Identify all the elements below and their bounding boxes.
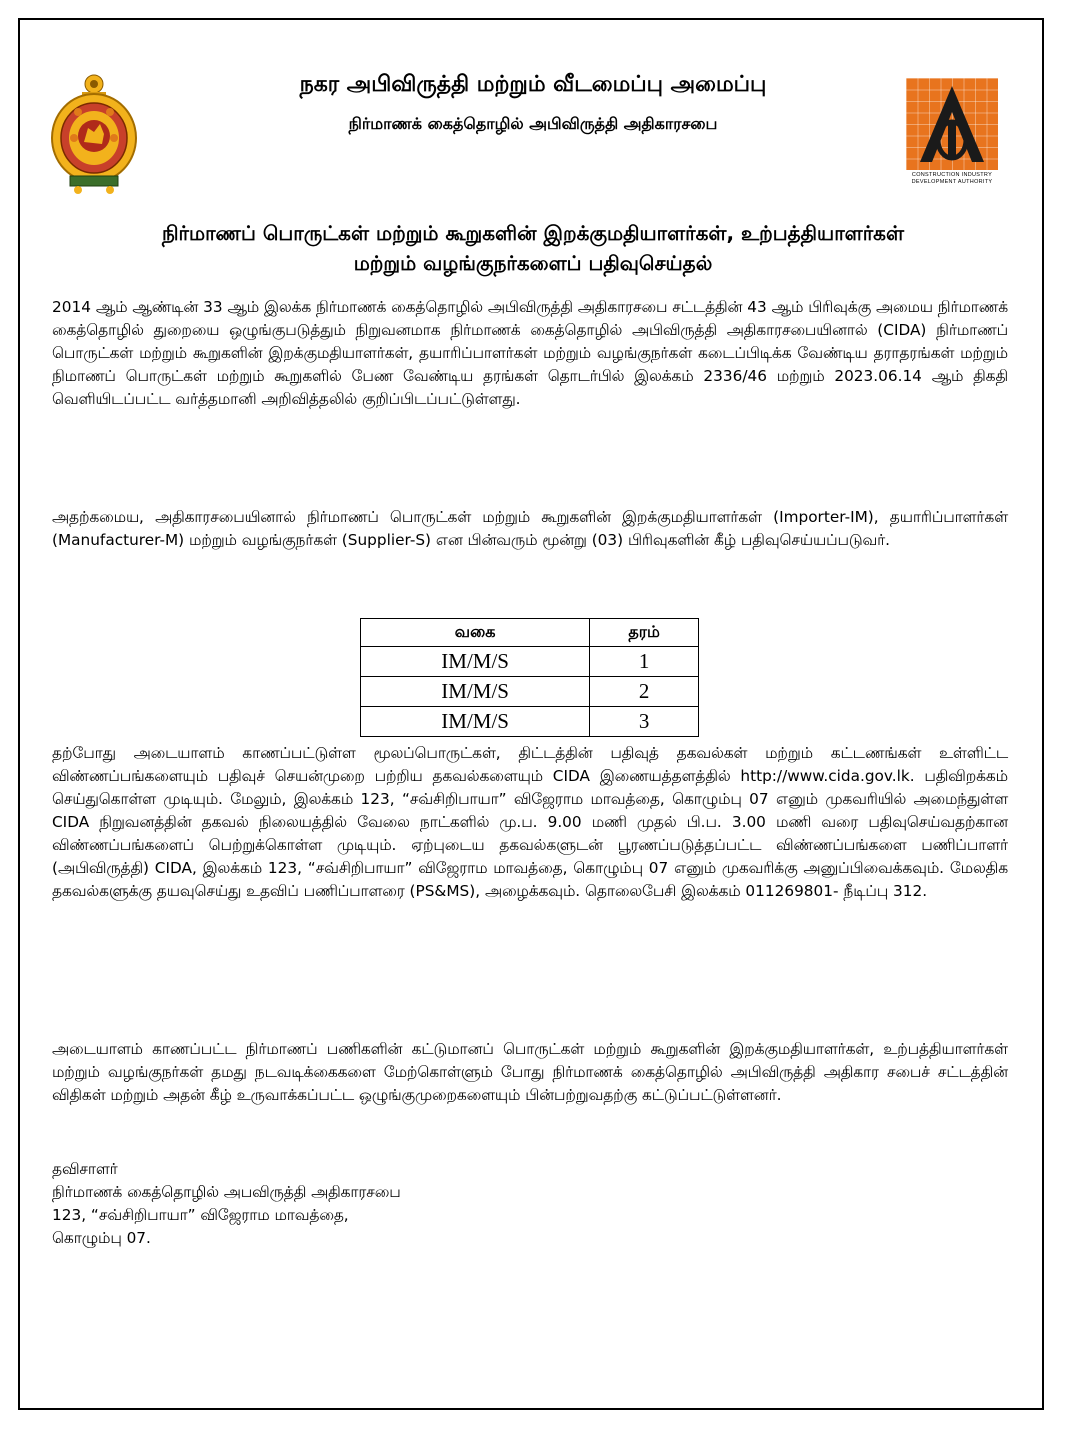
cida-logo-square [906, 78, 998, 170]
notice-title-line-1: நிர்மாணப் பொருட்கள் மற்றும் கூறுகளின் இறக்குமதியாளர்கள், உற்பத்தியாளர்கள் [161, 221, 904, 245]
table-header-grade: தரம் [590, 619, 699, 647]
table-header-category: வகை [361, 619, 590, 647]
notice-title-line-2: மற்றும் வழங்குநர்களைப் பதிவுசெய்தல் [353, 251, 713, 275]
signatory-title: தவிசாளர் [52, 1160, 118, 1178]
sri-lanka-emblem-icon [48, 72, 140, 196]
paragraph-legal-basis: 2014 ஆம் ஆண்டின் 33 ஆம் இலக்க நிர்மாணக் கைத்தொழில் அபிவிருத்தி அதிகாரசபை சட்டத்தின் 43 ஆம் பிரிவுக்கு அமைய நிர்மாணக் கைத்தொழில் துறையை ஒழுங்குபடுத்தும் நிறுவனமாக நிர்மாணக் கைத்தொழில் அபிவிருத்தி அதிகாரசபையினால் (CIDA) நிர்மாணப் பொருட்கள் மற்றும் கூறுகளின் இறக்குமதியாளர்கள், தயாரிப்பாளர்கள் மற்றும் வழங்குநர்கள் கடைப்பிடிக்க வேண்டிய தராதரங்கள் மற்றும் நிமாணப் பொருட்கள் மற்றும் கூறுகளில் பேண வேண்டிய தரங்கள் தொடர்பில் இலக்கம் 2336/46 மற்றும் 2023.06.14 ஆம் திகதி வெளியிடப்பட்ட வர்த்தமானி அறிவித்தலில் குறிப்பிடப்பட்டுள்ளது. [52, 298, 1008, 408]
table-cell-grade: 1 [590, 647, 699, 677]
cida-logo-mark [906, 78, 998, 170]
paragraph-categories: அதற்கமைய, அதிகாரசபையினால் நிர்மாணப் பொருட்கள் மற்றும் கூறுகளின் இறக்குமதியாளர்கள் (Importer-IM), தயாரிப்பாளர்கள் (Manufacturer-M) மற்றும் வழங்குநர்கள் (Supplier-S) என பின்வரும் மூன்று (03) பிரிவுகளின் கீழ் பதிவுசெய்யப்படுவர். [52, 508, 1008, 549]
notice-title [60, 218, 1006, 278]
authority-heading: நிர்மாணக் கைத்தொழில் அபிவிருத்தி அதிகாரசபை [348, 114, 718, 133]
ministry-heading: நகர அபிவிருத்தி மற்றும் வீடமைப்பு அமைப்பு [299, 72, 767, 97]
signatory-address-line-1: 123, “சவ்சிறிபாயா” விஜேராம மாவத்தை, [52, 1206, 349, 1224]
table-cell-grade: 2 [590, 677, 699, 707]
registration-grade-table [360, 618, 699, 737]
cida-logo-caption: CONSTRUCTION INDUSTRY DEVELOPMENT AUTHORITY [911, 172, 993, 185]
table-row [361, 647, 699, 677]
table-cell-category: IM/M/S [361, 647, 590, 677]
signature-block [52, 1158, 401, 1250]
table-cell-category: IM/M/S [361, 677, 590, 707]
signatory-address-line-2: கொழும்பு 07. [52, 1229, 151, 1247]
table-row [361, 707, 699, 737]
table-cell-category: IM/M/S [361, 707, 590, 737]
cida-logo-icon [906, 78, 998, 188]
paragraph-application-info: தற்போது அடையாளம் காணப்பட்டுள்ள மூலப்பொருட்கள், திட்டத்தின் பதிவுத் தகவல்கள் மற்றும் கட்டணங்கள் உள்ளிட்ட விண்ணப்பங்களையும் பதிவுச் செயன்முறை பற்றிய தகவல்களையும் CIDA இணையத்தளத்தில் http://www.cida.gov.lk. பதிவிறக்கம் செய்துகொள்ள முடியும். மேலும், இலக்கம் 123, “சவ்சிறிபாயா” விஜேராம மாவத்தை, கொழும்பு 07 எனும் முகவரியில் அமைந்துள்ள CIDA நிறுவனத்தின் தகவல் நிலையத்தில் வேலை நாட்களில் மு.ப. 9.00 மணி முதல் பி.ப. 3.00 மணி வரை பதிவுசெய்வதற்கான விண்ணப்பங்களைப் பெற்றுக்கொள்ள முடியும். ஏற்புடைய தகவல்களுடன் பூரணப்படுத்தப்பட்ட விண்ணப்பங்களை பணிப்பாளர் (அபிவிருத்தி) CIDA, இலக்கம் 123, “சவ்சிறிபாயா” விஜேராம மாவத்தை, கொழும்பு 07 எனும் முகவரிக்கு அனுப்பிவைக்கவும். மேலதிக தகவல்களுக்கு தயவுசெய்து உதவிப் பணிப்பாளரை (PS&MS), அழைக்கவும். தொலைபேசி இலக்கம் 011269801- நீடிப்பு 312. [52, 744, 1008, 900]
table-row [361, 677, 699, 707]
table-cell-grade: 3 [590, 707, 699, 737]
signatory-organisation: நிர்மாணக் கைத்தொழில் அபவிருத்தி அதிகாரசபை [52, 1183, 401, 1201]
table-header-row [361, 619, 699, 647]
paragraph-obligations: அடையாளம் காணப்பட்ட நிர்மாணப் பணிகளின் கட்டுமானப் பொருட்கள் மற்றும் கூறுகளின் இறக்குமதியாளர்கள், உற்பத்தியாளர்கள் மற்றும் வழங்குநர்கள் தமது நடவடிக்கைகளை மேற்கொள்ளும் போது நிர்மாணக் கைத்தொழில் அபிவிருத்தி அதிகார சபைச் சட்டத்தின் விதிகள் மற்றும் அதன் கீழ் உருவாக்கப்பட்ட ஒழுங்குமுறைகளையும் பின்பற்றுவதற்கு கட்டுப்பட்டுள்ளனர். [52, 1040, 1008, 1104]
